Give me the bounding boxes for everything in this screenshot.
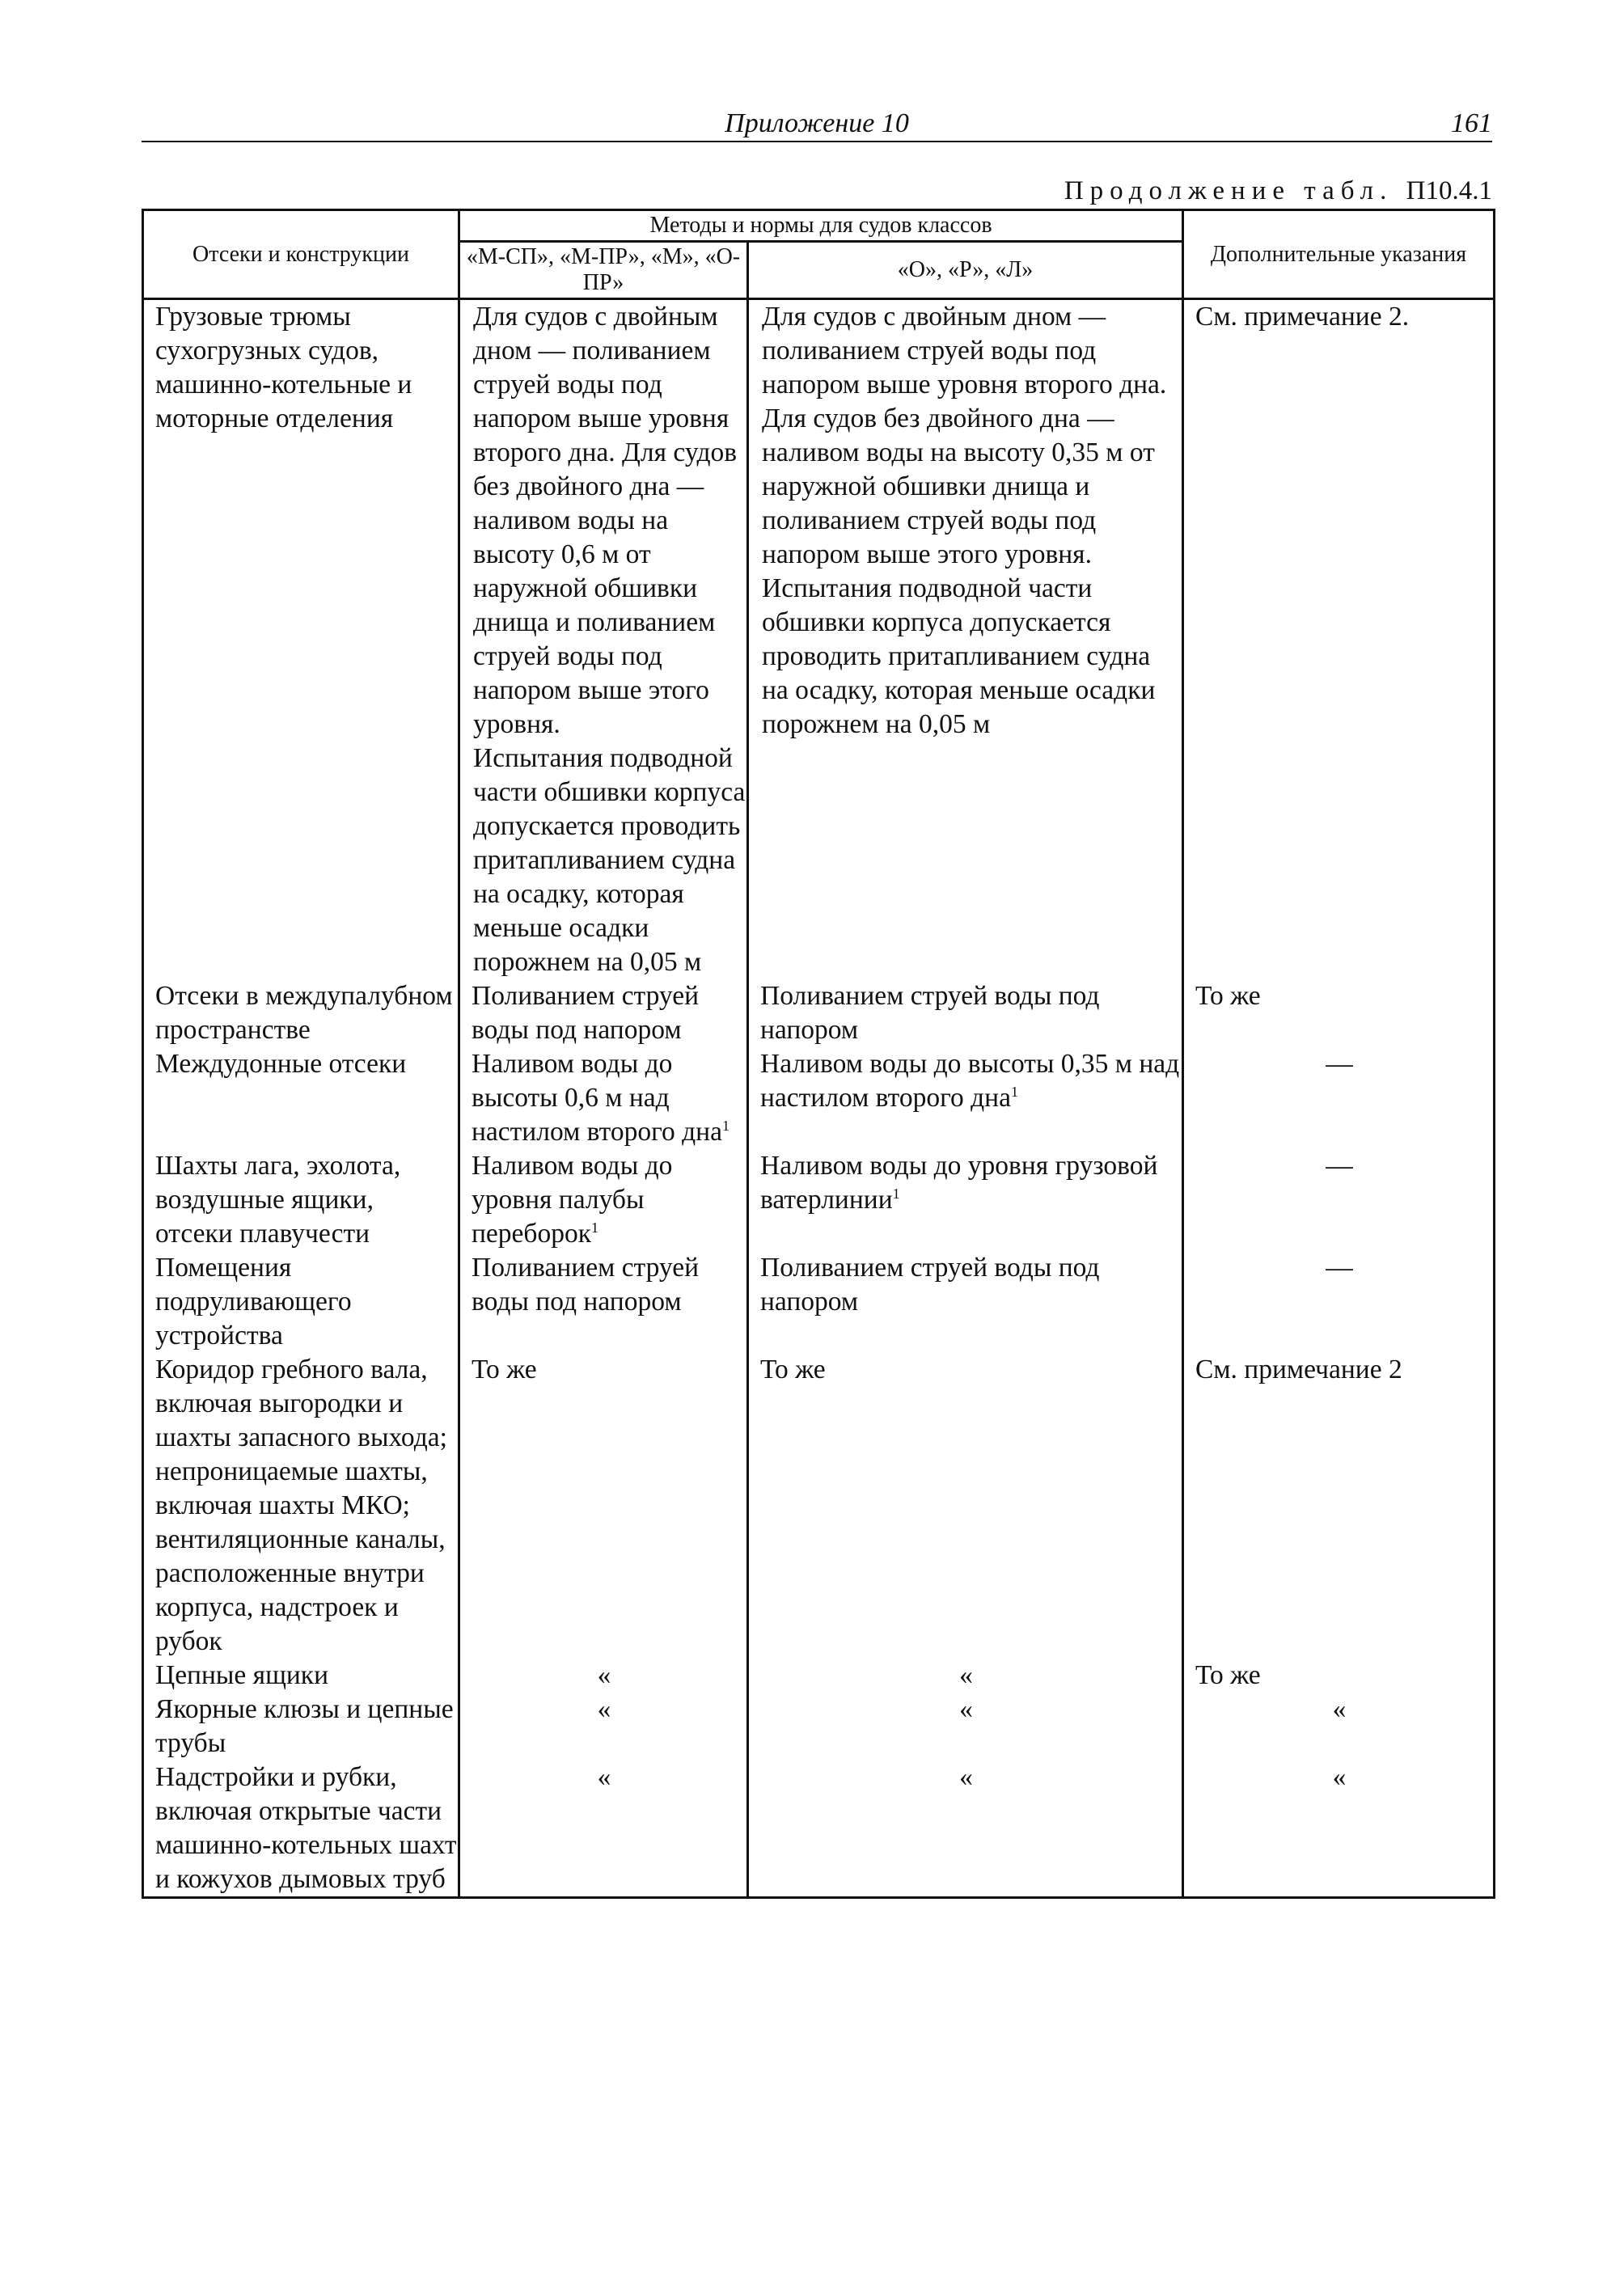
table-row [143,979,1495,1047]
cell-method-1: Поливанием струей воды под напором [459,1251,748,1353]
table-row [143,299,1495,980]
footnote-ref: 1 [892,1185,900,1202]
cell-compartment: Отсеки в междупалубном пространстве [143,979,459,1047]
table-row [143,1353,1495,1659]
cell-note: — [1183,1251,1495,1353]
table-row [143,1693,1495,1761]
table-row [143,1149,1495,1251]
cell-method-2: « [748,1693,1183,1761]
footnote-ref: 1 [721,1117,730,1134]
cell-method-2: Поливанием струей воды под напором [748,1251,1183,1353]
cell-compartment: Коридор гребного вала, включая выгородки и шахты запасного выхода; непроницаемые шахты, включая шахты МКО; вентиляционные каналы, расположенные внутри корпуса, надстроек и рубок [143,1353,459,1659]
cell-note: — [1183,1149,1495,1251]
appendix-title: Приложение 10 [725,108,909,138]
cell-compartment: Цепные ящики [143,1659,459,1693]
cell-method-2: Поливанием струей воды под напором [748,979,1183,1047]
header-methods-group: Методы и нормы для судов классов [459,210,1183,242]
cell-method-1: Поливанием струей воды под напором [459,979,748,1047]
method-1-text: Наливом воды до уровня палубы переборок [472,1151,673,1249]
table-continuation-caption [1064,176,1492,206]
cell-compartment: Якорные клюзы и цепные трубы [143,1693,459,1761]
footnote-ref: 1 [1010,1083,1018,1100]
method-2-text: Наливом воды до высоты 0,35 м над настилом второго дна [760,1049,1180,1113]
cell-method-1: « [459,1761,748,1898]
cell-note: То же [1183,979,1495,1047]
cell-compartment: Грузовые трюмы сухогрузных судов, машинно-котельные и моторные отделения [143,299,459,980]
cell-compartment: Междудонные отсеки [143,1047,459,1149]
header-class-group-2: «О», «Р», «Л» [748,242,1183,299]
method-1-text: Наливом воды до высоты 0,6 м над настилом второго дна [472,1049,722,1147]
method-1-paragraph-b: Испытания подводной части обшивки корпуса допускается проводить притапливанием судна на осадку, которая меньше осадки порожнем на 0,05 м [473,743,746,977]
running-header [142,105,1492,142]
cell-method-2 [748,1149,1183,1251]
cell-note: « [1183,1693,1495,1761]
page-number: 161 [1451,108,1492,138]
header-class-group-1: «М-СП», «М-ПР», «М», «О-ПР» [459,242,748,299]
cell-method-1: То же [459,1353,748,1659]
cell-method-2 [748,1047,1183,1149]
cell-note: См. примечание 2 [1183,1353,1495,1659]
table-row [143,1659,1495,1693]
test-methods-table [142,209,1495,1899]
header-additional: Дополнительные указания [1183,210,1495,299]
cell-method-1: « [459,1693,748,1761]
cell-note: « [1183,1761,1495,1898]
cell-method-2 [748,299,1183,980]
method-2-paragraph: Для судов с двойным дном — поливанием струей воды под напором выше уровня второго дна. Для судов без двойного дна — наливом воды на высоту 0,35 м от наружной обшивки днища и поливанием струей воды под напором выше этого уровня. [762,302,1167,569]
cell-note: См. примечание 2. [1183,299,1495,980]
table-number: П10.4.1 [1406,176,1492,205]
method-2-paragraph-b: Испытания подводной части обшивки корпуса допускается проводить притапливанием судна на осадку, которая меньше осадки порожнем на 0,05 м [762,573,1156,739]
cell-method-2: « [748,1659,1183,1693]
cell-method-1: « [459,1659,748,1693]
cell-note: — [1183,1047,1495,1149]
cell-method-2: То же [748,1353,1183,1659]
header-compartments: Отсеки и конструкции [143,210,459,299]
table-row [143,1761,1495,1898]
table-row [143,1251,1495,1353]
method-1-paragraph: Для судов с двойным дном — поливанием струей воды под напором выше уровня второго дна. Для судов без двойного дна — наливом воды на высоту 0,6 м от наружной обшивки днища и поливанием струей воды под напором выше этого уровня. [473,302,738,739]
footnote-ref: 1 [591,1219,598,1236]
cell-method-2: « [748,1761,1183,1898]
cell-compartment: Шахты лага, эхолота, воздушные ящики, отсеки плавучести [143,1149,459,1251]
cell-compartment: Надстройки и рубки, включая открытые части машинно-котельных шахт и кожухов дымовых труб [143,1761,459,1898]
cell-method-1 [459,299,748,980]
cell-method-1 [459,1149,748,1251]
continuation-label: Продолжение табл. [1064,176,1394,205]
cell-compartment: Помещения подруливающего устройства [143,1251,459,1353]
table-row [143,1047,1495,1149]
cell-method-1 [459,1047,748,1149]
cell-note: То же [1183,1659,1495,1693]
method-2-text: Наливом воды до уровня грузовой ватерлинии [760,1151,1158,1215]
